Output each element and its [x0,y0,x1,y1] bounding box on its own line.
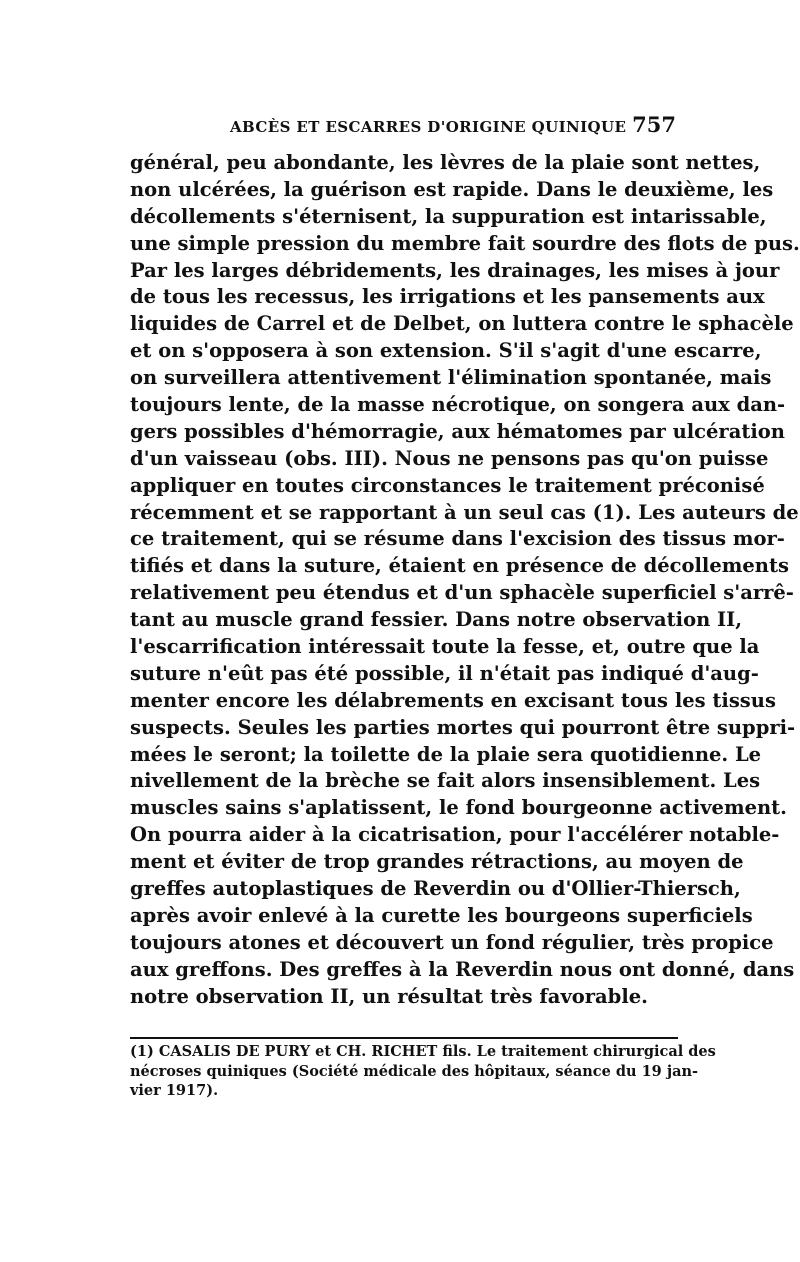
text-line: après avoir enlevé à la curette les bourgeons superficiels [130,903,753,927]
text-line: suspects. Seules les parties mortes qui pourront être suppri- [130,715,796,739]
text-line: général, peu abondante, les lèvres de la plaie sont nettes, [130,151,761,174]
text-line: une simple pression du membre fait sourdre des flots de pus. [130,231,800,255]
running-title: ABCÈS ET ESCARRES D'ORIGINE QUINIQUE [230,118,627,136]
text-line: récemment et se rapportant à un seul cas (1). Les auteurs de [130,500,799,524]
text-line: suture n'eût pas été possible, il n'était pas indiqué d'aug- [130,661,759,685]
footnote-rule [130,1037,678,1039]
text-line: toujours lente, de la masse nécrotique, on songera aux dan- [130,393,786,417]
text-line: de tous les recessus, les irrigations et les pansements aux [130,285,765,309]
text-line: l'escarrification intéressait toute la fesse, et, outre que la [130,635,760,659]
text-line: Par les larges débridements, les drainages, les mises à jour [130,258,780,282]
text-line: menter encore les délabrements en excisant tous les tissus [130,688,776,712]
text-line: décollements s'éternisent, la suppuration est intarissable, [130,204,767,228]
text-line: relativement peu étendus et d'un sphacèle superficiel s'arrê- [130,581,794,605]
text-line: et on s'opposera à son extension. S'il s'agit d'une escarre, [130,339,762,363]
text-line: tant au muscle grand fessier. Dans notre observation II, [130,608,743,632]
text-line: notre observation II, un résultat très favorable. [130,984,648,1008]
body-text [130,150,800,1011]
text-line: toujours atones et découvert un fond régulier, très propice [130,930,774,954]
footnote-line: vier 1917). [130,1082,219,1099]
text-line: aux greffons. Des greffes à la Reverdin nous ont donné, dans [130,957,795,981]
page-header [130,112,678,144]
text-line: ce traitement, qui se résume dans l'excision des tissus mor- [130,527,785,551]
text-line: appliquer en toutes circonstances le traitement préconisé [130,473,765,497]
page-number: 757 [632,112,676,137]
text-line: non ulcérées, la guérison est rapide. Dans le deuxième, les [130,177,774,201]
text-line: muscles sains s'aplatissent, le fond bourgeonne activement. [130,796,787,820]
footnote-line: (1) CASALIS DE PURY et CH. RICHET fils. Le traitement chirurgical des [130,1043,716,1060]
text-line: d'un vaisseau (obs. III). Nous ne pensons pas qu'on puisse [130,446,769,470]
text-line: liquides de Carrel et de Delbet, on luttera contre le sphacèle [130,312,794,336]
text-line: ment et éviter de trop grandes rétractions, au moyen de [130,850,744,874]
footnote [130,1042,716,1101]
text-line: greffes autoplastiques de Reverdin ou d'Ollier-Thiersch, [130,877,741,901]
text-line: on surveillera attentivement l'élimination spontanée, mais [130,366,772,390]
text-line: tifiés et dans la suture, étaient en présence de décollements [130,554,789,578]
text-line: gers possibles d'hémorragie, aux hématomes par ulcération [130,419,785,443]
footnote-line: nécroses quiniques (Société médicale des hôpitaux, séance du 19 jan- [130,1062,699,1080]
text-line: nivellement de la brèche se fait alors insensiblement. Les [130,769,761,793]
text-line: mées le seront; la toilette de la plaie sera quotidienne. Le [130,742,762,766]
text-line: On pourra aider à la cicatrisation, pour l'accélérer notable- [130,823,780,847]
